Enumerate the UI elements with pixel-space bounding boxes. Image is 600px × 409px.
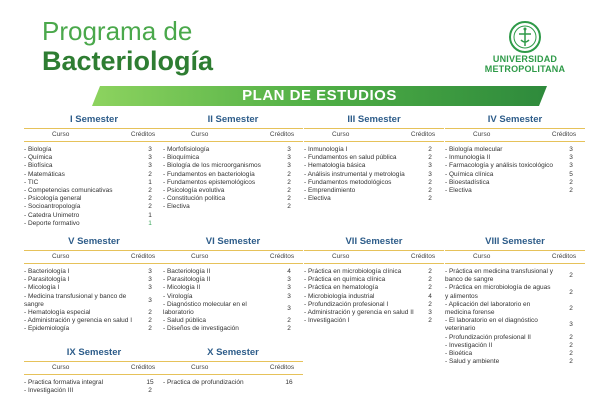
course-row bbox=[304, 187, 444, 195]
course-name: - Matemáticas bbox=[24, 170, 65, 178]
course-credits: 3 bbox=[569, 154, 573, 162]
course-name: - Inmunología I bbox=[304, 146, 348, 153]
course-credits: 2 bbox=[569, 288, 573, 296]
course-credits: 2 bbox=[428, 178, 432, 186]
course-row bbox=[445, 268, 585, 284]
course-name: - Virología bbox=[163, 292, 193, 300]
course-credits: 2 bbox=[569, 304, 573, 312]
course-credits: 2 bbox=[287, 317, 291, 325]
course-row bbox=[24, 187, 164, 195]
course-row bbox=[24, 268, 164, 276]
university-logo bbox=[470, 20, 580, 74]
column-header-credits: Créditos bbox=[551, 253, 577, 260]
course-credits: 3 bbox=[428, 162, 432, 170]
course-row bbox=[304, 195, 444, 203]
course-name: - Bioquímica bbox=[163, 154, 200, 162]
course-credits: 2 bbox=[287, 170, 291, 178]
course-row bbox=[304, 154, 444, 162]
course-row bbox=[163, 284, 303, 292]
course-credits: 5 bbox=[569, 170, 573, 178]
course-credits: 2 bbox=[428, 154, 432, 162]
course-credits: 2 bbox=[428, 317, 432, 325]
course-name: - Parasitología I bbox=[24, 276, 70, 284]
column-header-course: Curso bbox=[52, 131, 70, 138]
course-credits: 3 bbox=[287, 146, 291, 153]
course-name: - Psicología evolutiva bbox=[163, 187, 225, 195]
course-name: - Diseños de investigación bbox=[163, 325, 239, 333]
column-header-credits: Créditos bbox=[410, 131, 436, 138]
course-row bbox=[445, 358, 585, 366]
course-credits: 3 bbox=[287, 304, 291, 312]
university-crest-icon bbox=[507, 20, 543, 54]
course-name: - Morfofisiología bbox=[163, 146, 210, 153]
column-header-credits: Créditos bbox=[269, 131, 295, 138]
semester-table-header bbox=[445, 250, 585, 264]
course-row bbox=[304, 146, 444, 154]
course-credits: 3 bbox=[148, 268, 152, 275]
course-credits: 2 bbox=[287, 203, 291, 211]
course-credits: 3 bbox=[428, 170, 432, 178]
column-header-course: Curso bbox=[473, 131, 491, 138]
course-name: - Competencias comunicativas bbox=[24, 187, 113, 195]
course-credits: 2 bbox=[569, 178, 573, 186]
course-credits: 2 bbox=[148, 309, 152, 317]
course-name: - Bacteriología I bbox=[24, 268, 70, 275]
course-credits: 1 bbox=[148, 211, 152, 219]
course-row bbox=[24, 162, 164, 170]
course-row bbox=[445, 162, 585, 170]
course-credits: 4 bbox=[428, 292, 432, 300]
course-credits: 2 bbox=[148, 203, 152, 211]
column-header-course: Curso bbox=[191, 364, 209, 371]
course-row bbox=[163, 379, 303, 387]
course-credits: 1 bbox=[148, 219, 152, 227]
course-row bbox=[304, 179, 444, 187]
logo-text-line1: UNIVERSIDAD bbox=[492, 54, 558, 64]
semester-title: VI Semester bbox=[205, 236, 261, 247]
course-row bbox=[163, 276, 303, 284]
course-row bbox=[445, 179, 585, 187]
course-credits: 3 bbox=[148, 284, 152, 292]
course-credits: 2 bbox=[428, 300, 432, 308]
course-name: - Química bbox=[24, 154, 53, 162]
semester-block bbox=[304, 235, 444, 325]
semester-title: VIII Semester bbox=[485, 236, 545, 247]
course-name: - Diagnóstico molecular en el laboratorio bbox=[163, 300, 247, 317]
course-name: - Investigación III bbox=[24, 387, 74, 395]
course-row bbox=[163, 293, 303, 301]
semester-block bbox=[24, 346, 164, 395]
course-credits: 3 bbox=[287, 284, 291, 292]
column-header-credits: Créditos bbox=[551, 131, 577, 138]
course-row bbox=[163, 171, 303, 179]
column-header-course: Curso bbox=[473, 253, 491, 260]
course-row bbox=[163, 154, 303, 162]
course-row bbox=[445, 187, 585, 195]
course-name: - Practica de profundización bbox=[163, 379, 244, 386]
course-row bbox=[24, 212, 164, 220]
course-row bbox=[304, 162, 444, 170]
course-row bbox=[445, 317, 585, 333]
course-row bbox=[304, 317, 444, 325]
course-row bbox=[163, 146, 303, 154]
course-credits: 3 bbox=[569, 321, 573, 329]
course-row bbox=[24, 179, 164, 187]
semester-table-header bbox=[304, 250, 444, 264]
course-name: - Administración y gerencia en salud II bbox=[304, 309, 414, 317]
course-row bbox=[163, 325, 303, 333]
course-name: - Práctica en química clínica bbox=[304, 276, 386, 284]
column-header-course: Curso bbox=[332, 253, 350, 260]
course-credits: 2 bbox=[569, 358, 573, 366]
banner-title: PLAN DE ESTUDIOS bbox=[242, 87, 397, 104]
course-credits: 2 bbox=[428, 146, 432, 153]
course-credits: 3 bbox=[428, 309, 432, 317]
course-row bbox=[24, 195, 164, 203]
column-header-credits: Créditos bbox=[130, 131, 156, 138]
semester-title: V Semester bbox=[68, 236, 120, 247]
course-name: - Hematología básica bbox=[304, 162, 366, 170]
course-credits: 2 bbox=[148, 317, 152, 325]
column-header-credits: Créditos bbox=[130, 364, 156, 371]
semester-table-header bbox=[24, 128, 164, 142]
course-name: - Biofísica bbox=[24, 162, 53, 170]
course-credits: 2 bbox=[148, 195, 152, 203]
course-name: - Hematología especial bbox=[24, 309, 91, 317]
semester-title: IV Semester bbox=[487, 114, 543, 125]
semester-title: III Semester bbox=[347, 114, 401, 125]
course-row bbox=[24, 171, 164, 179]
course-name: - Bioestadística bbox=[445, 178, 490, 186]
course-credits: 2 bbox=[148, 187, 152, 195]
course-name: - Bacteriología II bbox=[163, 268, 211, 275]
course-name: - Microbiología industrial bbox=[304, 292, 375, 300]
course-credits: 3 bbox=[569, 146, 573, 153]
course-row bbox=[24, 276, 164, 284]
course-credits: 2 bbox=[287, 195, 291, 203]
course-name: - Epidemiología bbox=[24, 325, 70, 333]
course-row bbox=[24, 325, 164, 333]
program-title-line2: Bacteriología bbox=[42, 46, 214, 76]
semester-block bbox=[163, 346, 303, 387]
course-row bbox=[445, 350, 585, 358]
course-row bbox=[163, 317, 303, 325]
course-credits: 2 bbox=[569, 350, 573, 358]
course-credits: 2 bbox=[428, 187, 432, 195]
course-credits: 2 bbox=[569, 272, 573, 280]
course-name: - Práctica en microbiología de aguas y alimentos bbox=[445, 284, 551, 300]
course-name: - Fundamentos epistemológicos bbox=[163, 178, 256, 186]
course-name: - Salud pública bbox=[163, 317, 206, 325]
course-name: - Micología II bbox=[163, 284, 201, 292]
course-credits: 3 bbox=[569, 162, 573, 170]
semester-title: II Semester bbox=[207, 114, 259, 125]
course-credits: 3 bbox=[287, 292, 291, 300]
course-name: - Práctica en microbiología clínica bbox=[304, 268, 402, 275]
course-credits: 2 bbox=[428, 276, 432, 284]
course-row bbox=[445, 334, 585, 342]
course-name: - Emprendimiento bbox=[304, 187, 356, 195]
semester-block bbox=[24, 235, 164, 334]
course-row bbox=[304, 301, 444, 309]
course-credits: 15 bbox=[146, 379, 154, 386]
semester-table-header bbox=[24, 361, 164, 375]
course-row bbox=[445, 154, 585, 162]
program-title-line1: Programa de bbox=[42, 16, 193, 46]
column-header-credits: Créditos bbox=[269, 364, 295, 371]
course-credits: 2 bbox=[428, 284, 432, 292]
course-name: - Administración y gerencia en salud I bbox=[24, 317, 133, 325]
course-credits: 2 bbox=[569, 333, 573, 341]
course-row bbox=[24, 293, 164, 309]
column-header-credits: Créditos bbox=[130, 253, 156, 260]
semester-table-header bbox=[445, 128, 585, 142]
course-row bbox=[445, 342, 585, 350]
course-row bbox=[304, 171, 444, 179]
course-name: - TIC bbox=[24, 178, 39, 186]
course-row bbox=[445, 171, 585, 179]
column-header-course: Curso bbox=[332, 131, 350, 138]
course-credits: 3 bbox=[148, 154, 152, 162]
course-row bbox=[24, 309, 164, 317]
course-credits: 2 bbox=[148, 387, 152, 395]
semester-title: X Semester bbox=[207, 347, 259, 358]
course-row bbox=[24, 379, 164, 387]
course-credits: 2 bbox=[148, 170, 152, 178]
course-credits: 3 bbox=[148, 146, 152, 153]
course-name: - Fundamentos en bacteriología bbox=[163, 170, 255, 178]
course-name: - Socioantropología bbox=[24, 203, 81, 211]
course-row bbox=[163, 195, 303, 203]
semester-block bbox=[445, 235, 585, 366]
course-name: - Electiva bbox=[304, 195, 331, 203]
course-name: - Practica formativa integral bbox=[24, 379, 104, 386]
course-name: - Deporte formativo bbox=[24, 219, 80, 227]
course-credits: 3 bbox=[287, 154, 291, 162]
course-row bbox=[163, 301, 303, 317]
semester-title: I Semester bbox=[69, 114, 119, 125]
course-name: - Constitución política bbox=[163, 195, 226, 203]
course-name: - Biología de los microorganismos bbox=[163, 162, 261, 170]
semester-table-header bbox=[163, 361, 303, 375]
course-name: - Medicina transfusional y banco de sangre bbox=[24, 292, 127, 308]
course-name: - Biología molecular bbox=[445, 146, 503, 153]
semester-block bbox=[163, 113, 303, 212]
course-credits: 2 bbox=[569, 341, 573, 349]
course-name: - Análisis instrumental y metrología bbox=[304, 170, 405, 178]
course-credits: 2 bbox=[287, 178, 291, 186]
course-name: - Biología bbox=[24, 146, 52, 153]
semester-table-header bbox=[304, 128, 444, 142]
course-row bbox=[24, 317, 164, 325]
course-name: - Práctica en hematología bbox=[304, 284, 379, 292]
course-name: - Fundamentos metodológicos bbox=[304, 178, 392, 186]
course-row bbox=[24, 387, 164, 395]
course-row bbox=[445, 301, 585, 317]
column-header-course: Curso bbox=[191, 253, 209, 260]
course-name: - Química clínica bbox=[445, 170, 494, 178]
course-row bbox=[24, 146, 164, 154]
course-credits: 2 bbox=[428, 195, 432, 203]
semester-table-header bbox=[163, 128, 303, 142]
semester-table-header bbox=[163, 250, 303, 264]
course-row bbox=[163, 187, 303, 195]
course-name: - Profundización profesional II bbox=[445, 333, 531, 341]
course-credits: 2 bbox=[569, 187, 573, 195]
course-name: - Inmunología II bbox=[445, 154, 491, 162]
course-credits: 3 bbox=[148, 296, 152, 304]
course-credits: 16 bbox=[285, 379, 293, 386]
course-name: - Micología I bbox=[24, 284, 60, 292]
course-row bbox=[304, 268, 444, 276]
course-row bbox=[24, 154, 164, 162]
semester-table-header bbox=[24, 250, 164, 264]
course-credits: 2 bbox=[287, 325, 291, 333]
course-credits: 4 bbox=[287, 268, 291, 275]
semester-block bbox=[304, 113, 444, 203]
course-credits: 3 bbox=[287, 276, 291, 284]
course-row bbox=[163, 268, 303, 276]
course-row bbox=[24, 203, 164, 211]
logo-text-line2: METROPOLITANA bbox=[484, 64, 566, 74]
course-name: - Aplicación del laboratorio en medicina forense bbox=[445, 300, 531, 317]
course-row bbox=[163, 162, 303, 170]
semester-block bbox=[24, 113, 164, 228]
semester-title: IX Semester bbox=[66, 347, 122, 358]
course-name: - Parasitología II bbox=[163, 276, 211, 284]
course-credits: 3 bbox=[148, 276, 152, 284]
course-name: - Profundización profesional I bbox=[304, 300, 389, 308]
semester-title: VII Semester bbox=[345, 236, 403, 247]
course-row bbox=[445, 284, 585, 300]
course-credits: 2 bbox=[428, 268, 432, 275]
course-credits: 2 bbox=[287, 187, 291, 195]
course-credits: 2 bbox=[148, 325, 152, 333]
course-row bbox=[163, 203, 303, 211]
column-header-credits: Créditos bbox=[269, 253, 295, 260]
course-row bbox=[24, 284, 164, 292]
course-name: - Investigación I bbox=[304, 317, 350, 325]
course-row bbox=[445, 146, 585, 154]
column-header-course: Curso bbox=[52, 364, 70, 371]
course-name: - Salud y ambiente bbox=[445, 358, 500, 366]
course-credits: 3 bbox=[148, 162, 152, 170]
course-row bbox=[304, 293, 444, 301]
column-header-course: Curso bbox=[52, 253, 70, 260]
course-name: - El laboratorio en el diagnóstico veterinario bbox=[445, 317, 538, 333]
course-row bbox=[163, 179, 303, 187]
course-row bbox=[24, 220, 164, 228]
course-name: - Bioética bbox=[445, 350, 473, 358]
semester-block bbox=[445, 113, 585, 195]
course-row bbox=[304, 276, 444, 284]
course-name: - Electiva bbox=[445, 187, 472, 195]
course-row bbox=[304, 284, 444, 292]
course-credits: 3 bbox=[287, 162, 291, 170]
course-credits: 1 bbox=[148, 178, 152, 186]
course-name: - Práctica en medicina transfusional y banco de sangre bbox=[445, 268, 554, 284]
course-name: - Fundamentos en salud pública bbox=[304, 154, 397, 162]
course-name: - Psicología general bbox=[24, 195, 82, 203]
course-row bbox=[304, 309, 444, 317]
course-name: - Electiva bbox=[163, 203, 190, 211]
column-header-course: Curso bbox=[191, 131, 209, 138]
course-name: - Investigación II bbox=[445, 341, 493, 349]
course-name: - Catedra Unimetro bbox=[24, 211, 80, 219]
column-header-credits: Créditos bbox=[410, 253, 436, 260]
semester-block bbox=[163, 235, 303, 334]
course-name: - Farmacología y análisis toxicológico bbox=[445, 162, 554, 170]
